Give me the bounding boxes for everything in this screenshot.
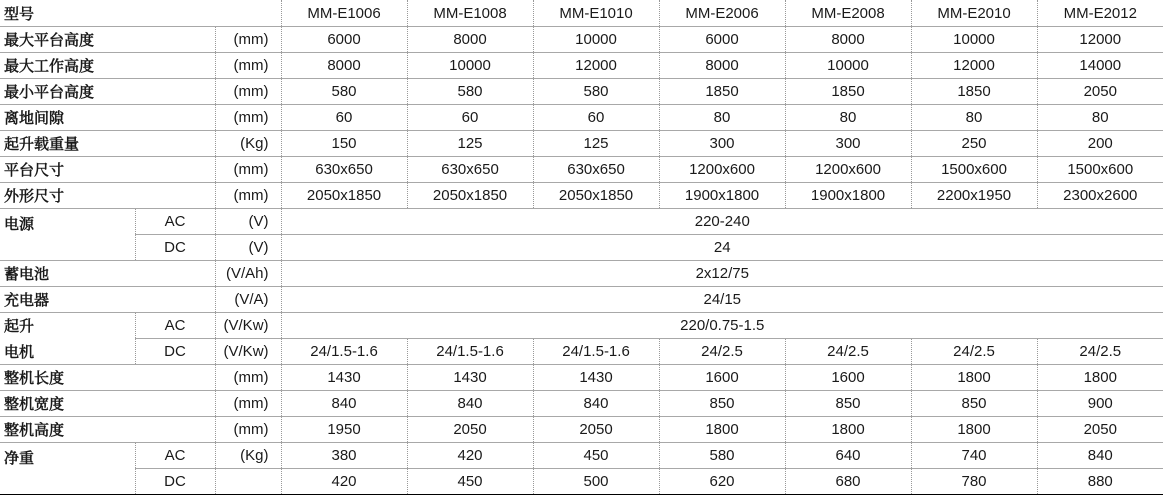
row-label: 电源 [0, 209, 135, 261]
sub-label: DC [135, 339, 215, 365]
row-lift-motor-ac [0, 313, 1163, 339]
row-label: 最小平台高度 [0, 79, 215, 105]
row-max-platform-height [0, 27, 1163, 53]
cell: 450 [533, 443, 659, 469]
cell: 1500x600 [911, 157, 1037, 183]
cell: 24/1.5-1.6 [533, 339, 659, 365]
row-label: 起升载重量 [0, 131, 215, 157]
cell: 1850 [659, 79, 785, 105]
cell: 300 [785, 131, 911, 157]
cell: 1800 [911, 365, 1037, 391]
cell: 2050 [407, 417, 533, 443]
cell: 1200x600 [659, 157, 785, 183]
row-label: 充电器 [0, 287, 215, 313]
row-lift-motor-dc [0, 339, 1163, 365]
row-power-dc [0, 235, 1163, 261]
model-name: MM-E2010 [911, 0, 1037, 27]
cell: 10000 [785, 53, 911, 79]
row-label: 整机长度 [0, 365, 215, 391]
row-unit: (mm) [215, 391, 281, 417]
row-overall-size [0, 183, 1163, 209]
cell: 850 [785, 391, 911, 417]
row-power-ac [0, 209, 1163, 235]
cell: 620 [659, 469, 785, 495]
cell: 1430 [533, 365, 659, 391]
cell: 1800 [659, 417, 785, 443]
cell: 1900x1800 [785, 183, 911, 209]
header-row [0, 0, 1163, 27]
cell: 8000 [281, 53, 407, 79]
cell: 1800 [911, 417, 1037, 443]
merged-cell: 220/0.75-1.5 [281, 313, 1163, 339]
cell: 10000 [407, 53, 533, 79]
row-max-working-height [0, 53, 1163, 79]
row-unit: (mm) [215, 365, 281, 391]
cell: 450 [407, 469, 533, 495]
cell: 12000 [533, 53, 659, 79]
row-unit: (Kg) [215, 443, 281, 469]
cell: 380 [281, 443, 407, 469]
cell: 850 [659, 391, 785, 417]
cell: 1500x600 [1037, 157, 1163, 183]
cell: 300 [659, 131, 785, 157]
cell: 580 [659, 443, 785, 469]
cell: 2300x2600 [1037, 183, 1163, 209]
cell: 2050x1850 [407, 183, 533, 209]
sub-label: AC [135, 443, 215, 469]
cell: 1600 [659, 365, 785, 391]
row-unit: (Kg) [215, 131, 281, 157]
cell: 630x650 [407, 157, 533, 183]
model-name: MM-E2006 [659, 0, 785, 27]
cell: 1200x600 [785, 157, 911, 183]
row-unit: (mm) [215, 183, 281, 209]
cell: 1900x1800 [659, 183, 785, 209]
merged-cell: 220-240 [281, 209, 1163, 235]
row-platform-size [0, 157, 1163, 183]
cell: 840 [407, 391, 533, 417]
cell: 125 [407, 131, 533, 157]
row-unit: (V) [215, 235, 281, 261]
cell: 580 [407, 79, 533, 105]
row-label: 蓄电池 [0, 261, 215, 287]
cell: 6000 [281, 27, 407, 53]
cell: 420 [407, 443, 533, 469]
row-ground-clearance [0, 105, 1163, 131]
row-charger [0, 287, 1163, 313]
cell: 2050x1850 [281, 183, 407, 209]
row-lifting-capacity [0, 131, 1163, 157]
model-label: 型号 [0, 0, 281, 27]
row-machine-height [0, 417, 1163, 443]
merged-cell: 24 [281, 235, 1163, 261]
cell: 1950 [281, 417, 407, 443]
row-label: 电机 [0, 339, 135, 365]
cell: 80 [659, 105, 785, 131]
sub-label: AC [135, 209, 215, 235]
row-label: 整机宽度 [0, 391, 215, 417]
cell: 200 [1037, 131, 1163, 157]
cell: 1430 [281, 365, 407, 391]
cell: 850 [911, 391, 1037, 417]
cell: 12000 [1037, 27, 1163, 53]
cell: 780 [911, 469, 1037, 495]
cell: 8000 [407, 27, 533, 53]
row-label: 净重 [0, 443, 135, 495]
cell: 24/2.5 [1037, 339, 1163, 365]
cell: 60 [533, 105, 659, 131]
cell: 80 [1037, 105, 1163, 131]
cell: 580 [281, 79, 407, 105]
cell: 580 [533, 79, 659, 105]
sub-label: DC [135, 235, 215, 261]
row-label: 整机高度 [0, 417, 215, 443]
row-unit: (mm) [215, 53, 281, 79]
cell: 500 [533, 469, 659, 495]
cell: 24/1.5-1.6 [407, 339, 533, 365]
row-label: 最大平台高度 [0, 27, 215, 53]
sub-label: DC [135, 469, 215, 495]
cell: 2050 [1037, 417, 1163, 443]
cell: 2050 [1037, 79, 1163, 105]
cell: 2200x1950 [911, 183, 1037, 209]
cell: 2050 [533, 417, 659, 443]
row-unit: (mm) [215, 157, 281, 183]
row-label: 外形尺寸 [0, 183, 215, 209]
row-label: 离地间隙 [0, 105, 215, 131]
row-unit: (V/Kw) [215, 313, 281, 339]
row-net-weight-ac [0, 443, 1163, 469]
cell: 24/2.5 [785, 339, 911, 365]
cell: 2050x1850 [533, 183, 659, 209]
row-battery [0, 261, 1163, 287]
merged-cell: 24/15 [281, 287, 1163, 313]
cell: 630x650 [281, 157, 407, 183]
row-unit [215, 469, 281, 495]
cell: 840 [1037, 443, 1163, 469]
cell: 8000 [785, 27, 911, 53]
row-min-platform-height [0, 79, 1163, 105]
cell: 6000 [659, 27, 785, 53]
row-label: 起升 [0, 313, 135, 339]
cell: 1850 [785, 79, 911, 105]
cell: 880 [1037, 469, 1163, 495]
cell: 840 [281, 391, 407, 417]
cell: 630x650 [533, 157, 659, 183]
cell: 24/2.5 [911, 339, 1037, 365]
cell: 250 [911, 131, 1037, 157]
model-name: MM-E1010 [533, 0, 659, 27]
cell: 640 [785, 443, 911, 469]
row-machine-length [0, 365, 1163, 391]
cell: 60 [407, 105, 533, 131]
sub-label: AC [135, 313, 215, 339]
row-label: 最大工作高度 [0, 53, 215, 79]
cell: 1850 [911, 79, 1037, 105]
cell: 150 [281, 131, 407, 157]
row-label: 平台尺寸 [0, 157, 215, 183]
cell: 14000 [1037, 53, 1163, 79]
row-machine-width [0, 391, 1163, 417]
model-name: MM-E2012 [1037, 0, 1163, 27]
model-name: MM-E1008 [407, 0, 533, 27]
row-net-weight-dc [0, 469, 1163, 495]
cell: 900 [1037, 391, 1163, 417]
cell: 8000 [659, 53, 785, 79]
model-name: MM-E2008 [785, 0, 911, 27]
row-unit: (V/Kw) [215, 339, 281, 365]
row-unit: (V/Ah) [215, 261, 281, 287]
row-unit: (mm) [215, 79, 281, 105]
cell: 10000 [533, 27, 659, 53]
model-name: MM-E1006 [281, 0, 407, 27]
cell: 80 [911, 105, 1037, 131]
cell: 1800 [1037, 365, 1163, 391]
cell: 60 [281, 105, 407, 131]
cell: 10000 [911, 27, 1037, 53]
cell: 840 [533, 391, 659, 417]
cell: 24/2.5 [659, 339, 785, 365]
cell: 740 [911, 443, 1037, 469]
row-unit: (mm) [215, 27, 281, 53]
cell: 24/1.5-1.6 [281, 339, 407, 365]
cell: 125 [533, 131, 659, 157]
cell: 420 [281, 469, 407, 495]
cell: 1430 [407, 365, 533, 391]
cell: 1600 [785, 365, 911, 391]
cell: 80 [785, 105, 911, 131]
row-unit: (V/A) [215, 287, 281, 313]
row-unit: (mm) [215, 417, 281, 443]
row-unit: (mm) [215, 105, 281, 131]
cell: 680 [785, 469, 911, 495]
merged-cell: 2x12/75 [281, 261, 1163, 287]
row-unit: (V) [215, 209, 281, 235]
cell: 12000 [911, 53, 1037, 79]
cell: 1800 [785, 417, 911, 443]
